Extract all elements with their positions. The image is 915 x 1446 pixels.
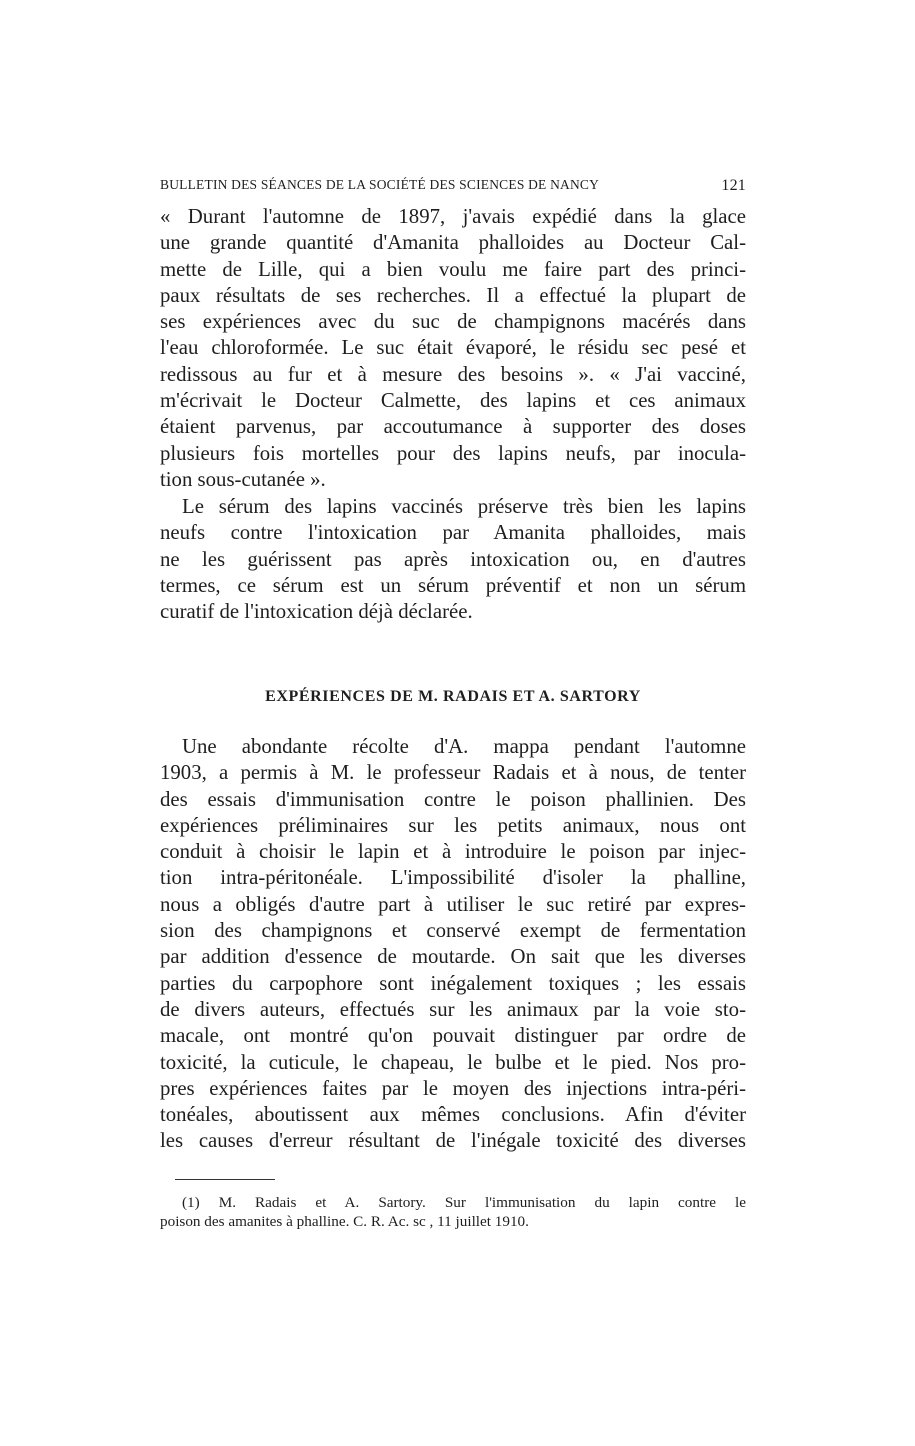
text-line: 1903, a permis à M. le professeur Radais et à nous, de tenter [160, 761, 746, 785]
text-line: ses expériences avec du suc de champignons macérés dans [160, 310, 746, 334]
text-line: une grande quantité d'Amanita phalloides au Docteur Cal- [160, 231, 746, 255]
text-line: des essais d'immunisation contre le poison phallinien. Des [160, 787, 746, 811]
text-line: neufs contre l'intoxication par Amanita phalloides, mais [160, 521, 746, 545]
text-line: paux résultats de ses recherches. Il a effectué la plupart de [160, 283, 746, 307]
text-line: pres expériences faites par le moyen des injections intra-péri- [160, 1076, 746, 1100]
text-line: tonéales, aboutissent aux mêmes conclusions. Afin d'éviter [160, 1103, 746, 1127]
text-line: expériences préliminaires sur les petits animaux, nous ont [160, 813, 746, 837]
text-line: redissous au fur et à mesure des besoins ». « J'ai vacciné, [160, 362, 746, 386]
text-line: Le sérum des lapins vaccinés préserve très bien les lapins [182, 495, 746, 518]
paragraph-quote [160, 204, 746, 493]
text-line: termes, ce sérum est un sérum préventif et non un sérum [160, 573, 746, 597]
text-line: m'écrivait le Docteur Calmette, des lapins et ces animaux [160, 389, 746, 413]
text-line: de divers auteurs, effectués sur les animaux par la voie sto- [160, 997, 746, 1021]
text-line: tion sous-cutanée ». [160, 467, 326, 491]
text-line: sion des champignons et conservé exempt de fermentation [160, 919, 746, 943]
paragraph-serum [160, 494, 746, 625]
text-line: conduit à choisir le lapin et à introduire le poison par injec- [160, 840, 746, 864]
footnote-rule [175, 1179, 275, 1180]
page-number: 121 [721, 177, 746, 194]
text-line: plusieurs fois mortelles pour des lapins neufs, par inocula- [160, 441, 746, 465]
footnote-line: (1) M. Radais et A. Sartory. Sur l'immunisation du lapin contre le [182, 1194, 746, 1211]
text-line: les causes d'erreur résultant de l'inégale toxicité des diverses [160, 1129, 746, 1153]
text-line: par addition d'essence de moutarde. On sait que les diverses [160, 945, 746, 969]
footnote-line: poison des amanites à phalline. C. R. Ac. sc , 11 juillet 1910. [160, 1213, 529, 1230]
running-title: BULLETIN DES SÉANCES DE LA SOCIÉTÉ DES SCIENCES DE NANCY [160, 177, 600, 192]
text-line: mette de Lille, qui a bien voulu me faire part des princi- [160, 257, 746, 281]
text-line: macale, ont montré qu'on pouvait distinguer par ordre de [160, 1024, 746, 1048]
section-heading: EXPÉRIENCES DE M. RADAIS ET A. SARTORY [265, 688, 641, 705]
text-line: étaient parvenus, par accoutumance à supporter des doses [160, 415, 746, 439]
text-line: nous a obligés d'autre part à utiliser le suc retiré par expres- [160, 892, 746, 916]
text-line: l'eau chloroformée. Le suc était évaporé, le résidu sec pesé et [160, 336, 746, 360]
text-line: « Durant l'automne de 1897, j'avais expédié dans la glace [160, 205, 746, 228]
text-line: tion intra-péritonéale. L'impossibilité d'isoler la phalline, [160, 866, 746, 890]
running-header [160, 177, 746, 193]
text-line: curatif de l'intoxication déjà déclarée. [160, 600, 473, 624]
paragraph-experiments [160, 734, 746, 1155]
text-line: toxicité, la cuticule, le chapeau, le bulbe et le pied. Nos pro- [160, 1050, 746, 1074]
text-line: ne les guérissent pas après intoxication ou, en d'autres [160, 547, 746, 571]
footnote [160, 1193, 746, 1231]
text-line: parties du carpophore sont inégalement toxiques ; les essais [160, 971, 746, 995]
text-line: Une abondante récolte d'A. mappa pendant l'automne [182, 735, 746, 758]
